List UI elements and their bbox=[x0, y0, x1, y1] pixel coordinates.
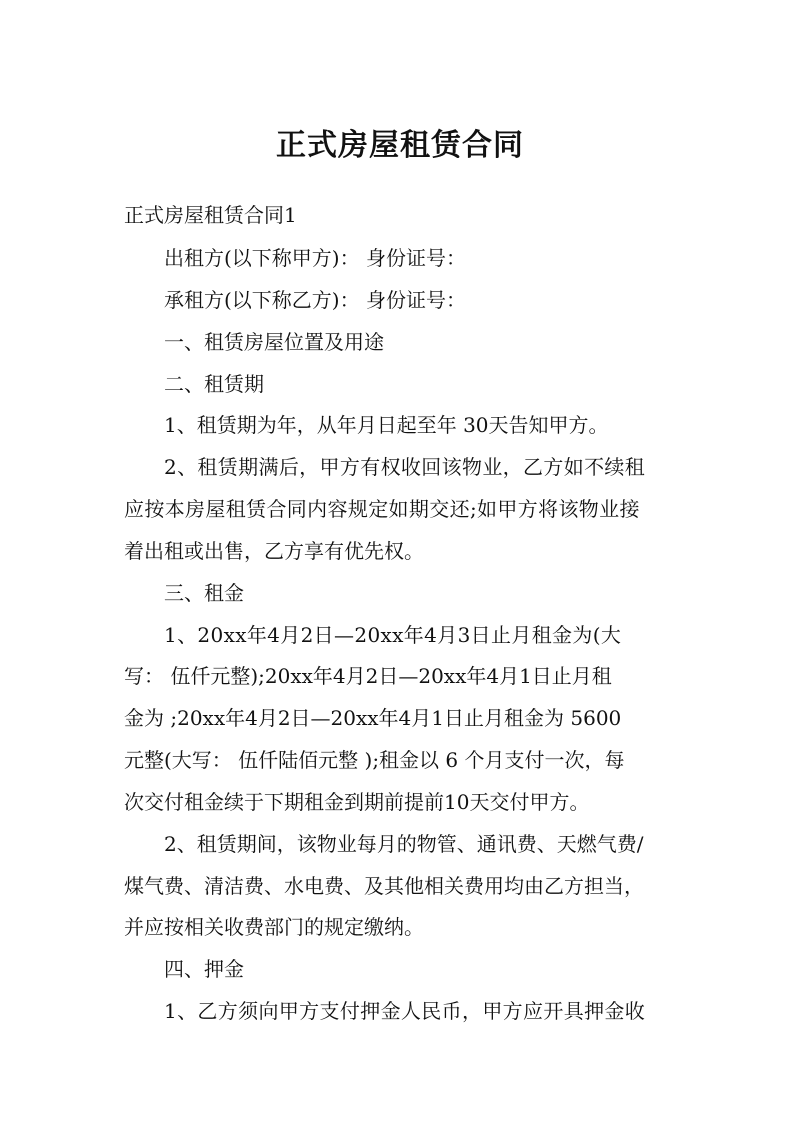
document-title: 正式房屋租赁合同 bbox=[276, 128, 524, 163]
paragraph-line: 并应按相关收费部门的规定缴纳。 bbox=[124, 915, 424, 939]
paragraph-line: 写： 伍仟元整);20xx年4月2日—20xx年4月1日止月租 bbox=[124, 664, 612, 688]
section-heading-location: 一、租赁房屋位置及用途 bbox=[164, 330, 384, 354]
section-heading-term: 二、租赁期 bbox=[164, 372, 264, 396]
paragraph-line: 2、租赁期间，该物业每月的物管、通讯费、天燃气费/ bbox=[164, 832, 644, 856]
section-heading-rent: 三、租金 bbox=[164, 581, 244, 605]
paragraph-line: 1、租赁期为年，从年月日起至年 30天告知甲方。 bbox=[164, 413, 609, 437]
paragraph-line: 金为 ;20xx年4月2日—20xx年4月1日止月租金为 5600 bbox=[124, 706, 622, 730]
paragraph-line: 应按本房屋租赁合同内容规定如期交还;如甲方将该物业接 bbox=[124, 497, 640, 521]
section-heading-deposit: 四、押金 bbox=[164, 957, 244, 981]
lessor-line: 出租方(以下称甲方)： 身份证号： bbox=[164, 246, 466, 270]
paragraph-line: 煤气费、清洁费、水电费、及其他相关费用均由乙方担当， bbox=[124, 874, 644, 898]
paragraph-line: 2、租赁期满后，甲方有权收回该物业，乙方如不续租 bbox=[164, 455, 646, 479]
paragraph-line: 次交付租金续于下期租金到期前提前10天交付甲方。 bbox=[124, 790, 590, 814]
paragraph-line: 1、乙方须向甲方支付押金人民币，甲方应开具押金收 bbox=[164, 999, 646, 1023]
paragraph-line: 元整(大写： 伍仟陆佰元整 );租金以 6 个月支付一次，每 bbox=[124, 748, 625, 772]
document-subtitle: 正式房屋租赁合同1 bbox=[124, 203, 297, 227]
paragraph-line: 着出租或出售，乙方享有优先权。 bbox=[124, 539, 424, 563]
paragraph-line: 1、20xx年4月2日—20xx年4月3日止月租金为(大 bbox=[164, 623, 622, 647]
lessee-line: 承租方(以下称乙方)： 身份证号： bbox=[164, 288, 466, 312]
